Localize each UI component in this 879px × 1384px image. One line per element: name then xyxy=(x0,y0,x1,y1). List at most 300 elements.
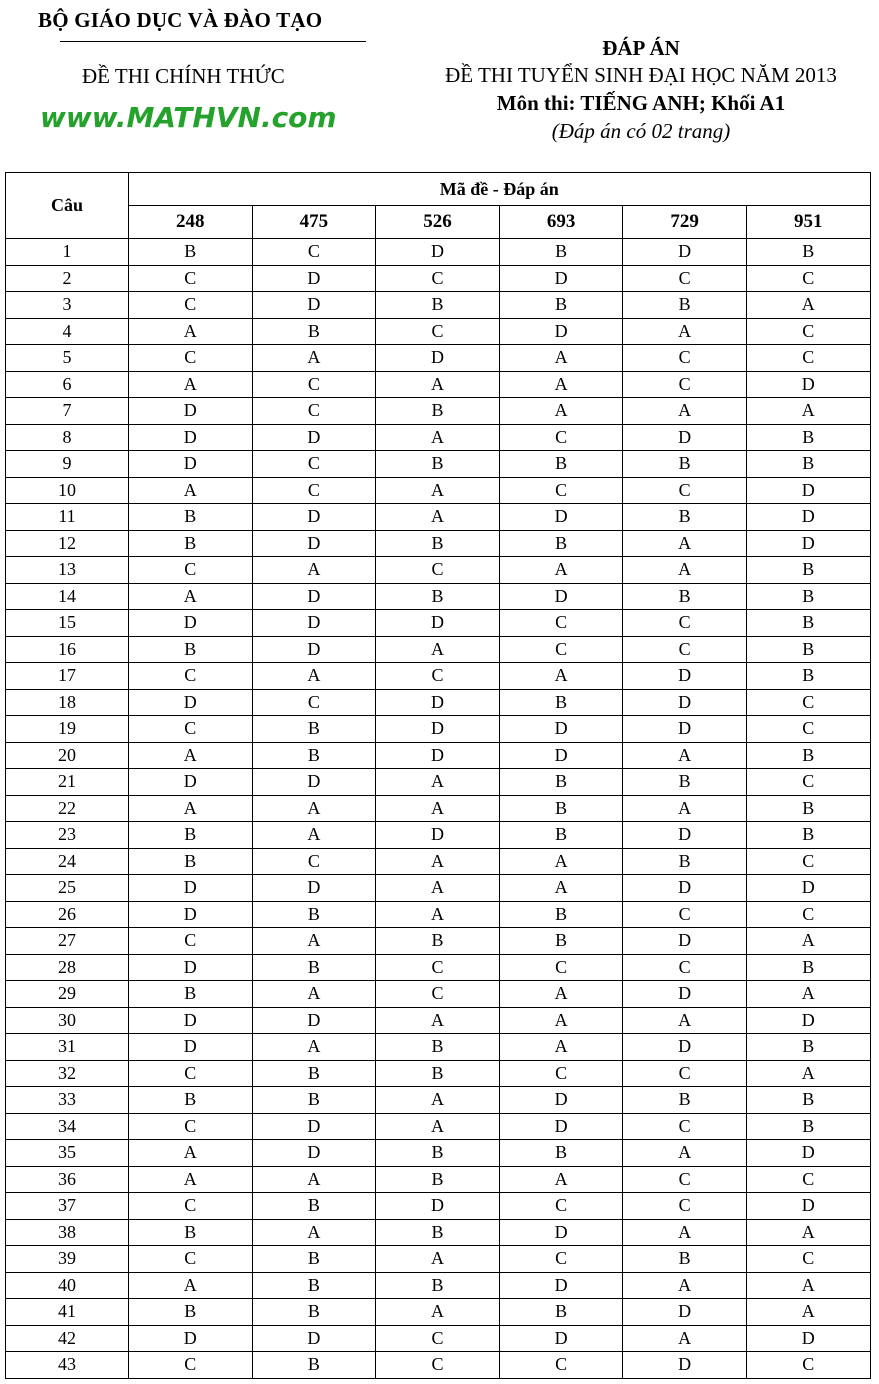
answer-cell: D xyxy=(252,265,376,292)
answer-cell: D xyxy=(499,1219,623,1246)
answer-cell: C xyxy=(499,1060,623,1087)
answer-cell: C xyxy=(376,1352,500,1379)
answer-cell: D xyxy=(499,318,623,345)
table-row xyxy=(6,1007,871,1034)
answer-cell: C xyxy=(623,265,747,292)
answer-cell: C xyxy=(129,1246,253,1273)
answer-cell: D xyxy=(623,689,747,716)
answer-cell: D xyxy=(623,822,747,849)
answer-cell: B xyxy=(376,1166,500,1193)
answer-cell: C xyxy=(746,345,870,372)
answer-cell: C xyxy=(376,981,500,1008)
answer-cell: C xyxy=(129,1113,253,1140)
answer-cell: B xyxy=(746,954,870,981)
answer-cell: C xyxy=(746,716,870,743)
table-row xyxy=(6,795,871,822)
answer-cell: D xyxy=(129,1325,253,1352)
question-number-cell: 19 xyxy=(6,716,129,743)
answer-cell: D xyxy=(376,1193,500,1220)
answer-cell: B xyxy=(129,504,253,531)
question-number-cell: 1 xyxy=(6,239,129,266)
answer-cell: D xyxy=(252,292,376,319)
question-number-cell: 22 xyxy=(6,795,129,822)
answer-cell: B xyxy=(499,1140,623,1167)
answer-cell: A xyxy=(499,345,623,372)
answer-cell: D xyxy=(129,689,253,716)
table-row xyxy=(6,1166,871,1193)
answer-cell: D xyxy=(252,530,376,557)
answer-cell: C xyxy=(623,477,747,504)
answer-cell: C xyxy=(129,716,253,743)
table-row xyxy=(6,1087,871,1114)
answer-cell: A xyxy=(499,663,623,690)
answer-cell: A xyxy=(623,795,747,822)
question-number-cell: 10 xyxy=(6,477,129,504)
table-row xyxy=(6,1140,871,1167)
answer-cell: C xyxy=(746,769,870,796)
exam-code-group-header: Mã đề - Đáp án xyxy=(129,173,871,206)
answer-cell: A xyxy=(252,1219,376,1246)
answer-cell: B xyxy=(252,1352,376,1379)
question-number-cell: 31 xyxy=(6,1034,129,1061)
answer-cell: B xyxy=(129,848,253,875)
answer-cell: A xyxy=(623,1272,747,1299)
answer-cell: B xyxy=(252,954,376,981)
answer-cell: C xyxy=(376,318,500,345)
answer-cell: A xyxy=(499,371,623,398)
answer-cell: D xyxy=(499,504,623,531)
answer-cell: A xyxy=(746,981,870,1008)
answer-cell: D xyxy=(376,610,500,637)
answer-cell: A xyxy=(499,848,623,875)
answer-cell: D xyxy=(252,583,376,610)
question-number-cell: 25 xyxy=(6,875,129,902)
answer-cell: B xyxy=(376,530,500,557)
question-number-cell: 35 xyxy=(6,1140,129,1167)
answer-cell: D xyxy=(252,424,376,451)
answer-cell: C xyxy=(499,954,623,981)
answer-cell: D xyxy=(129,424,253,451)
answer-cell: C xyxy=(376,557,500,584)
question-number-cell: 13 xyxy=(6,557,129,584)
question-number-cell: 42 xyxy=(6,1325,129,1352)
answer-cell: C xyxy=(746,265,870,292)
answer-cell: A xyxy=(376,1246,500,1273)
table-row xyxy=(6,557,871,584)
answer-cell: A xyxy=(376,477,500,504)
answer-cell: C xyxy=(376,954,500,981)
answer-cell: D xyxy=(376,239,500,266)
answer-cell: A xyxy=(376,371,500,398)
answer-cell: C xyxy=(499,424,623,451)
answer-cell: A xyxy=(252,1166,376,1193)
answer-cell: C xyxy=(746,318,870,345)
answer-cell: D xyxy=(129,875,253,902)
answer-cell: B xyxy=(623,583,747,610)
answer-cell: A xyxy=(376,1113,500,1140)
answer-cell: A xyxy=(623,398,747,425)
answer-cell: D xyxy=(623,424,747,451)
answer-cell: B xyxy=(746,1034,870,1061)
answer-cell: B xyxy=(252,1272,376,1299)
answer-cell: A xyxy=(499,557,623,584)
table-row xyxy=(6,636,871,663)
question-number-cell: 27 xyxy=(6,928,129,955)
answer-cell: A xyxy=(376,848,500,875)
table-row xyxy=(6,371,871,398)
exam-code-header: 248 xyxy=(129,206,253,239)
answer-cell: D xyxy=(376,716,500,743)
answer-cell: C xyxy=(376,1325,500,1352)
answer-cell: A xyxy=(129,795,253,822)
answer-cell: D xyxy=(129,954,253,981)
answer-cell: D xyxy=(252,610,376,637)
answer-cell: B xyxy=(129,239,253,266)
question-number-cell: 28 xyxy=(6,954,129,981)
table-row xyxy=(6,1246,871,1273)
answer-key-heading xyxy=(410,35,872,145)
answer-cell: C xyxy=(129,928,253,955)
answer-cell: B xyxy=(746,239,870,266)
question-number-cell: 30 xyxy=(6,1007,129,1034)
answer-cell: A xyxy=(623,1325,747,1352)
answer-cell: A xyxy=(746,292,870,319)
answer-cell: A xyxy=(746,1299,870,1326)
exam-name: ĐỀ THI TUYỂN SINH ĐẠI HỌC NĂM 2013 xyxy=(445,63,837,87)
question-number-cell: 26 xyxy=(6,901,129,928)
answer-cell: C xyxy=(252,848,376,875)
answer-cell: A xyxy=(376,1007,500,1034)
answer-cell: C xyxy=(376,265,500,292)
answer-cell: C xyxy=(252,689,376,716)
exam-code-header: 693 xyxy=(499,206,623,239)
table-row xyxy=(6,848,871,875)
answer-cell: B xyxy=(129,636,253,663)
answer-cell: B xyxy=(499,451,623,478)
question-number-cell: 43 xyxy=(6,1352,129,1379)
answer-cell: D xyxy=(623,981,747,1008)
question-number-cell: 23 xyxy=(6,822,129,849)
table-row xyxy=(6,742,871,769)
exam-code-header: 475 xyxy=(252,206,376,239)
answer-cell: C xyxy=(623,610,747,637)
exam-code-header-row xyxy=(6,206,871,239)
answer-cell: B xyxy=(252,901,376,928)
answer-cell: A xyxy=(129,371,253,398)
answer-cell: B xyxy=(499,1299,623,1326)
answer-cell: A xyxy=(623,1219,747,1246)
answer-cell: C xyxy=(623,954,747,981)
answer-cell: D xyxy=(376,742,500,769)
answer-table-body xyxy=(6,239,871,1379)
answer-cell: D xyxy=(499,1325,623,1352)
question-number-cell: 33 xyxy=(6,1087,129,1114)
table-row xyxy=(6,1060,871,1087)
table-row xyxy=(6,345,871,372)
answer-cell: A xyxy=(252,822,376,849)
table-row xyxy=(6,928,871,955)
table-row xyxy=(6,1034,871,1061)
answer-cell: D xyxy=(252,769,376,796)
answer-cell: A xyxy=(746,928,870,955)
table-row xyxy=(6,689,871,716)
question-number-cell: 2 xyxy=(6,265,129,292)
question-number-cell: 36 xyxy=(6,1166,129,1193)
answer-cell: A xyxy=(376,504,500,531)
answer-cell: B xyxy=(376,398,500,425)
answer-cell: B xyxy=(252,318,376,345)
answer-cell: D xyxy=(129,398,253,425)
answer-cell: D xyxy=(129,769,253,796)
question-number-cell: 34 xyxy=(6,1113,129,1140)
question-number-cell: 21 xyxy=(6,769,129,796)
answer-cell: B xyxy=(746,636,870,663)
question-number-cell: 15 xyxy=(6,610,129,637)
table-row xyxy=(6,716,871,743)
answer-cell: C xyxy=(499,636,623,663)
table-row xyxy=(6,663,871,690)
question-column-header: Câu xyxy=(6,173,129,239)
answer-cell: B xyxy=(623,292,747,319)
answer-cell: B xyxy=(746,557,870,584)
answer-cell: C xyxy=(129,292,253,319)
answer-cell: B xyxy=(746,822,870,849)
answer-cell: B xyxy=(252,1060,376,1087)
answer-cell: C xyxy=(499,477,623,504)
answer-cell: D xyxy=(623,1352,747,1379)
answer-cell: B xyxy=(746,424,870,451)
answer-cell: B xyxy=(499,901,623,928)
answer-cell: C xyxy=(746,1352,870,1379)
answer-cell: C xyxy=(746,689,870,716)
table-row xyxy=(6,954,871,981)
question-number-cell: 38 xyxy=(6,1219,129,1246)
answer-cell: D xyxy=(623,663,747,690)
answer-cell: D xyxy=(499,1087,623,1114)
answer-cell: C xyxy=(623,1193,747,1220)
table-row xyxy=(6,610,871,637)
answer-cell: D xyxy=(252,1140,376,1167)
exam-code-header: 951 xyxy=(746,206,870,239)
answer-cell: A xyxy=(746,1219,870,1246)
answer-cell: A xyxy=(376,875,500,902)
answer-cell: B xyxy=(252,1087,376,1114)
answer-cell: D xyxy=(746,1007,870,1034)
answer-cell: A xyxy=(252,663,376,690)
ministry-underline xyxy=(60,41,366,42)
answer-cell: A xyxy=(376,795,500,822)
answer-cell: B xyxy=(499,530,623,557)
answer-cell: B xyxy=(623,769,747,796)
table-row xyxy=(6,1219,871,1246)
question-number-cell: 39 xyxy=(6,1246,129,1273)
answer-cell: D xyxy=(252,1113,376,1140)
answer-cell: C xyxy=(499,1352,623,1379)
table-row xyxy=(6,530,871,557)
answer-cell: C xyxy=(129,345,253,372)
answer-cell: C xyxy=(623,345,747,372)
website-watermark: www.MATHVN.com xyxy=(40,101,337,134)
answer-cell: D xyxy=(623,239,747,266)
answer-cell: B xyxy=(746,583,870,610)
answer-cell: D xyxy=(746,530,870,557)
table-row xyxy=(6,451,871,478)
answer-cell: C xyxy=(129,1060,253,1087)
answer-cell: D xyxy=(746,875,870,902)
answer-cell: B xyxy=(499,239,623,266)
answer-cell: D xyxy=(746,1325,870,1352)
answer-cell: C xyxy=(499,1193,623,1220)
answer-cell: D xyxy=(499,265,623,292)
table-row xyxy=(6,292,871,319)
table-row xyxy=(6,1113,871,1140)
answer-cell: C xyxy=(623,901,747,928)
table-row xyxy=(6,398,871,425)
question-number-cell: 16 xyxy=(6,636,129,663)
answer-cell: A xyxy=(376,1299,500,1326)
table-row xyxy=(6,265,871,292)
answer-cell: B xyxy=(499,769,623,796)
table-row xyxy=(6,1325,871,1352)
answer-cell: B xyxy=(746,451,870,478)
answer-cell: B xyxy=(376,451,500,478)
answer-cell: A xyxy=(499,875,623,902)
answer-cell: A xyxy=(252,345,376,372)
answer-cell: C xyxy=(129,663,253,690)
answer-cell: D xyxy=(252,636,376,663)
answer-cell: C xyxy=(252,477,376,504)
answer-cell: A xyxy=(376,424,500,451)
answer-cell: B xyxy=(129,530,253,557)
table-row xyxy=(6,981,871,1008)
answer-cell: C xyxy=(623,636,747,663)
answer-cell: D xyxy=(376,345,500,372)
answer-cell: A xyxy=(376,769,500,796)
answer-cell: D xyxy=(623,1034,747,1061)
answer-cell: A xyxy=(252,1034,376,1061)
answer-cell: B xyxy=(129,1219,253,1246)
table-row xyxy=(6,504,871,531)
table-row xyxy=(6,1352,871,1379)
answer-cell: B xyxy=(623,451,747,478)
answer-cell: A xyxy=(623,530,747,557)
answer-cell: D xyxy=(252,1325,376,1352)
answer-cell: A xyxy=(499,398,623,425)
answer-cell: D xyxy=(499,742,623,769)
answer-cell: C xyxy=(252,371,376,398)
question-number-cell: 17 xyxy=(6,663,129,690)
answer-cell: C xyxy=(499,610,623,637)
answer-cell: B xyxy=(376,1219,500,1246)
table-row xyxy=(6,1272,871,1299)
answer-cell: B xyxy=(376,1034,500,1061)
answer-cell: A xyxy=(623,1140,747,1167)
table-row xyxy=(6,901,871,928)
question-number-cell: 24 xyxy=(6,848,129,875)
answer-cell: C xyxy=(252,398,376,425)
answer-cell: A xyxy=(746,1060,870,1087)
answer-cell: A xyxy=(499,1166,623,1193)
answer-cell: B xyxy=(746,610,870,637)
answer-cell: B xyxy=(376,583,500,610)
answer-cell: A xyxy=(376,636,500,663)
answer-cell: C xyxy=(746,1246,870,1273)
answer-cell: B xyxy=(623,504,747,531)
table-row xyxy=(6,239,871,266)
answer-cell: D xyxy=(499,716,623,743)
answer-cell: A xyxy=(746,398,870,425)
answer-cell: B xyxy=(129,1087,253,1114)
answer-cell: D xyxy=(499,583,623,610)
answer-cell: D xyxy=(252,1007,376,1034)
ministry-name: BỘ GIÁO DỤC VÀ ĐÀO TẠO xyxy=(38,8,323,32)
question-number-cell: 5 xyxy=(6,345,129,372)
answer-cell: C xyxy=(623,1060,747,1087)
answer-cell: C xyxy=(129,265,253,292)
question-number-cell: 4 xyxy=(6,318,129,345)
answer-cell: C xyxy=(376,663,500,690)
answer-cell: B xyxy=(499,928,623,955)
answer-cell: B xyxy=(746,1087,870,1114)
answer-cell: D xyxy=(499,1113,623,1140)
answer-cell: A xyxy=(129,318,253,345)
answer-cell: B xyxy=(252,1299,376,1326)
answer-cell: B xyxy=(623,1246,747,1273)
answer-cell: A xyxy=(623,742,747,769)
question-number-cell: 11 xyxy=(6,504,129,531)
answer-cell: D xyxy=(129,451,253,478)
answer-cell: B xyxy=(499,795,623,822)
answer-cell: C xyxy=(746,1166,870,1193)
answer-cell: C xyxy=(129,557,253,584)
answer-cell: B xyxy=(623,848,747,875)
answer-cell: A xyxy=(252,981,376,1008)
document-title: ĐÁP ÁN xyxy=(602,36,680,60)
question-number-cell: 14 xyxy=(6,583,129,610)
question-number-cell: 20 xyxy=(6,742,129,769)
question-number-cell: 32 xyxy=(6,1060,129,1087)
table-row xyxy=(6,583,871,610)
answer-cell: D xyxy=(623,1299,747,1326)
answer-cell: D xyxy=(129,1007,253,1034)
answer-cell: C xyxy=(623,1113,747,1140)
answer-cell: B xyxy=(376,1140,500,1167)
question-number-cell: 12 xyxy=(6,530,129,557)
answer-table xyxy=(5,172,871,1379)
answer-cell: C xyxy=(129,1193,253,1220)
answer-cell: A xyxy=(376,1087,500,1114)
answer-cell: D xyxy=(623,928,747,955)
answer-cell: A xyxy=(623,557,747,584)
answer-cell: D xyxy=(252,504,376,531)
answer-cell: A xyxy=(129,1140,253,1167)
answer-cell: B xyxy=(746,795,870,822)
exam-subject: Môn thi: TIẾNG ANH; Khối A1 xyxy=(496,91,786,115)
answer-cell: C xyxy=(252,239,376,266)
answer-cell: B xyxy=(499,689,623,716)
answer-cell: B xyxy=(376,928,500,955)
table-row xyxy=(6,875,871,902)
answer-cell: D xyxy=(129,901,253,928)
table-row xyxy=(6,769,871,796)
answer-cell: B xyxy=(499,292,623,319)
answer-cell: D xyxy=(129,610,253,637)
exam-code-header: 729 xyxy=(623,206,747,239)
answer-cell: D xyxy=(746,1140,870,1167)
question-number-cell: 37 xyxy=(6,1193,129,1220)
answer-cell: D xyxy=(623,875,747,902)
answer-cell: C xyxy=(746,848,870,875)
